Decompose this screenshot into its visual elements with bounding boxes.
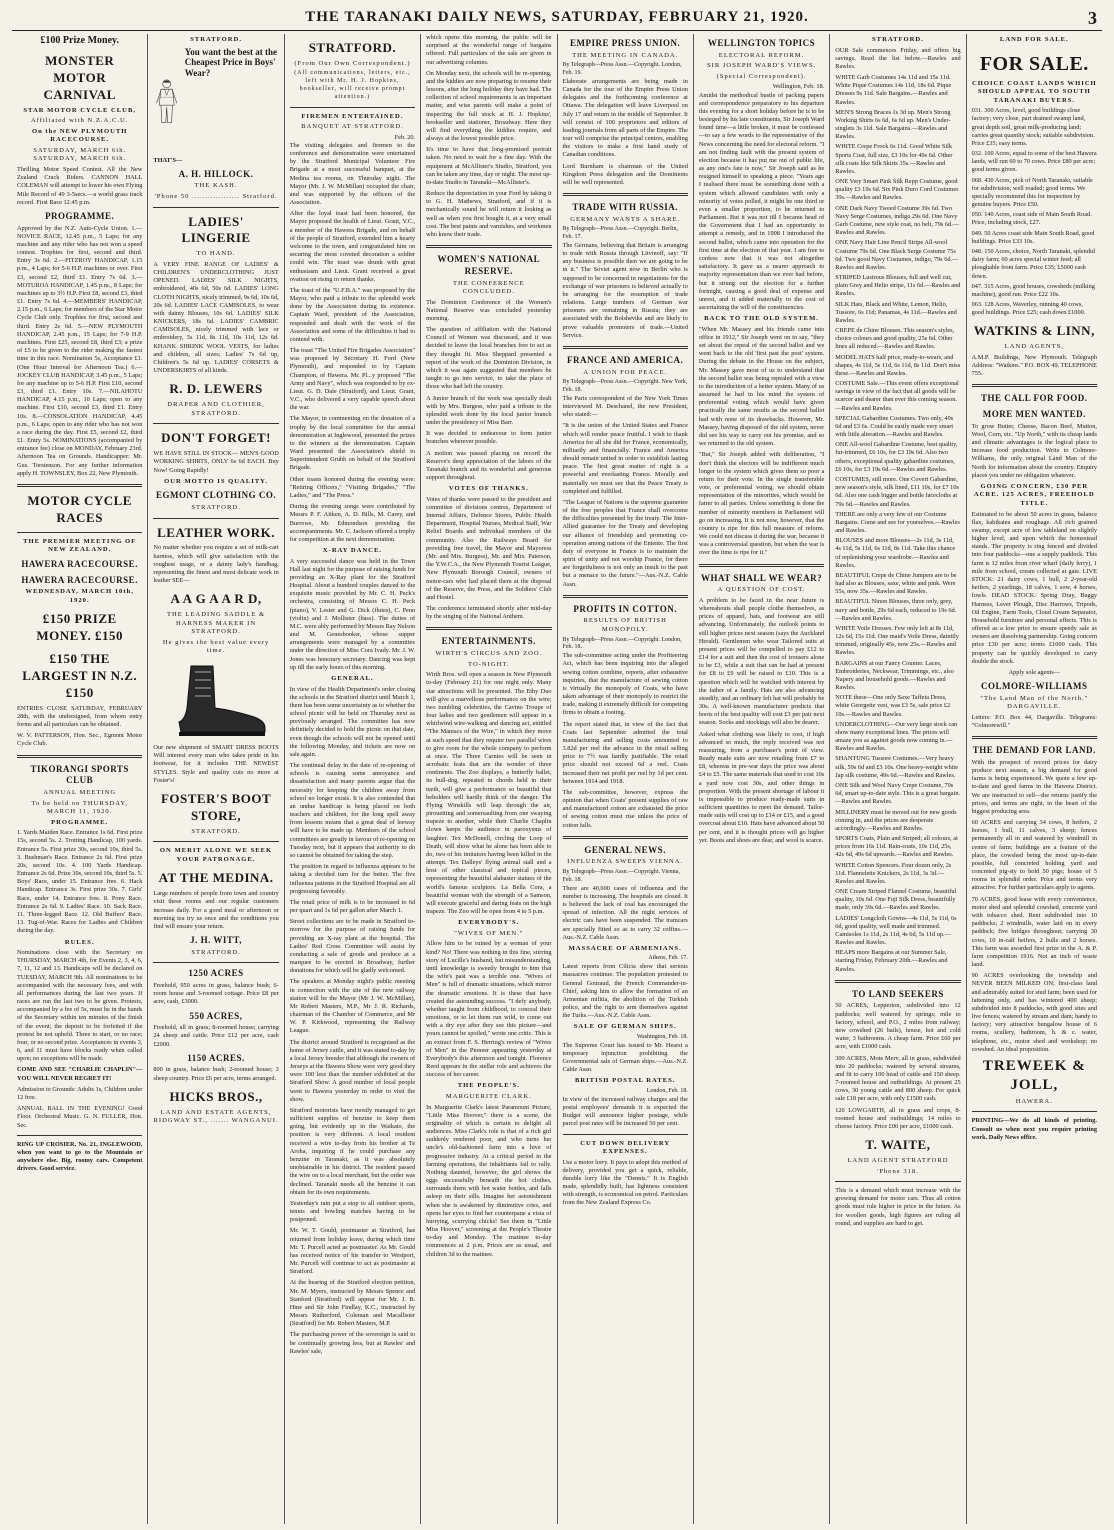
para: The report stated that, in view of the fact that Coats last September admitted the total manufacturing and selling costs amounted to 3.82d per reel the advance in the retail selling price to 7½ was hardly justifiable. The retail price should not exceed 6d a reel. Coats increased their net profit per reel by 1d per cent. between 1914 and 1918. [562, 720, 688, 785]
para: The continual delay in the date of re-opening of schools is causing some annoyance and dissatisfaction and many parents argue that the necessity for keeping the children away from school no longer exists. It is also contended that an undue handicap is being placed on both teachers and children, for the long spell away from lessons means that a great deal of leeway will have to be made up. Members of the school committees are greatly in favour of re-opening on Tuesday next, but it appears that authority to do so cannot be obtained for taking the step. [289, 762, 416, 859]
para: A motion was passed placing on record the Reserve's deep appreciation of the labors of the Taranaki branch and its wonderful and generous support throughout. [426, 449, 552, 482]
sale-item: SPECIAL Gabardine Costumes. Two only, 49s 6d and £3 6s. Could be easily made very smart with little alteration.—Rawles and Rawles. [835, 414, 954, 439]
para: The speakers at Monday night's public meeting in connection with the site of the new railway station will be the Mayor (Mr J. W. McMillan), Mr Robert Masters, M.P., Mr J. R. Richards, chairman of the Chamber of Commerce, and Mr W. P. Kirkwood, representing the Railway League. [289, 978, 416, 1035]
watkins-name: WATKINS & LINN, [973, 323, 1095, 339]
para: Wirth Bros. will open a season in New Plymouth to-day (February 21) for one night only. Many star attractions will be presented. The Ethy Duo will give a marvellous performance on the wire; two tumbling celebrities, the Cavino Troupe of four ladies and two gentlemen will appear in a whirlwind wire-walking and dancing act, entitled "The Maniacs of the Wire," in which they move at such speed that they require two parallel wires to give room for the whole company to perform at once. The Three Carnies will be seen in acrobatic feats that are the wonder of three continents. The Zoo displays, a butterfly ballet, its bull-dog, repeated in chords held in their teeth, will give a performance so beautiful that beholders will hardly think of the danger. The Flying Winskills will leap through the air, pirouetting and somersaulting from one swaying trapeze to another, while their Charlie Chaplin clown keeps the audience in paroxysms of laughter. Tex McDonell, circling the Loop of Death, will show what he alone has been able to do, two of his imitators having been killed in the attempt. Tex Dalleys' flying animal stall and a host of other classical and topical pieces, representing the beautiful alabaster statues of the world's famous sculptors. La Bella Cora, a beautiful woman with the strength of a Samson, will execute graceful and daring feats on the high trapeze. The Zoo will be open from 4 to 5 p.m. [426, 671, 552, 916]
land-listings [972, 107, 1097, 317]
para: The toast of the "U.F.B.A." was proposed by the Mayor, who paid a tribute to the splendid work done by the Association during its existence. Captain Ward, president of the Association, responded and dealt with the work of the Association and some of the difficulties it had to contend with. [289, 286, 416, 343]
sale-item: THERE are only a very few of our Costume Bargains. Come and see for yourselves.—Rawles and Rawles. [835, 510, 960, 535]
watkins-sub: LAND AGENTS, [1004, 343, 1064, 351]
lingerie-head: LADIES' LINGERIE [181, 213, 251, 246]
medina-head: AT THE MEDINA. [158, 870, 274, 886]
listing-60: 60 ACRES and carrying 34 cows, 8 heifers, 2 horses, 1 bull, 11 calves, 3 sheep; fences permanently all in and watered by windmill in centre of farm; buildings are a feature of the place, the cowshed being the most up-to-date possible, full concreted holding yard and concreted pig-sty to hold 50 pigs; house of 5 rooms in splendid order. Price and terms very attractive. For further particulars apply to agents. [971, 819, 1097, 892]
sale-item: MEN'S Strong Braces 1s 3d up. Men's Strong Working Shirts 6s 6d, 6s 6d up. Men's Under-singlets 3s 11d. Sale Bargains.—Rawles and Rawles. [835, 108, 951, 141]
lewers-sub: DRAPER AND CLOTHIER, STRATFORD. [167, 401, 265, 417]
wnr-sub: THE CONFERENCE CONCLUDED. [452, 279, 525, 296]
column-5 [558, 34, 694, 1524]
para: A problem to be faced in the near future is whereabouts shall people clothe themselves, as prices of apparel, hats, and footwear are still advancing. Unfortunately, the outlook points to still higher prices next season (says the Auckland Herald). Gentlemen who wear Tailored suits at present prices will be compelled to pay £12 to £14 for a suit and then the cost of trousers alone to be £3, while a suit that can be had at present for £8 to £9 will be raised to £10. This is a question which will be watched with interest by the father of a family. Hats are also advancing steadily, and an ordinary felt hat will probably be 30s. A well-known manufacturer predicts that boots of the best quality will cost £3 per pair next season. Socks and stockings will also be dearer. [698, 596, 825, 727]
waite-sub: LAND AGENT STRATFORD [847, 1156, 949, 1164]
sale-item: LADIES' Longcloth Gowns—4s 11d, 5s 11d, 6s 6d, good quality, well made and trimmed. Camisoles 1s 11d, 2s 11d, 4s 6d, 5s 11d up.—Rawles and Rawles. [835, 914, 957, 947]
demand-text: With the prospect of record prices for dairy produce next season, a big demand for good farms is being experienced. We quote a few up-to-date and good farms in the Hawera District. We are instructed to sell—the returns justify the prices, and terms are right, in the heart of the biggest producing area. [971, 758, 1097, 815]
para: Other toasts honored during the evening were: "Retiring Officers," "Visiting Brigades," "The Ladies," and "The Press." [289, 475, 416, 499]
admission: Admission to Grounds: Adults 1s, Children under 12 free. [17, 1085, 143, 1101]
para: Lord Burnham is chairman of the United Kingdom Press delegation and the Dominions will be well represented. [562, 162, 688, 186]
para: "The League of Nations is the supreme guarantee of the free peoples that France shall overcome the difficulties presented by the treaty. The Inter-Allied guarantee for the Treaty and developing our alliance of friendship and promoting co-operation among nations of the Entente. The first duty of everyone in France is to maintain the spirit of unity and not worship France, for there are forgetfulness is not only an insult to the past but a menace to the future."—Aus.-N.Z. Cable Assn. [562, 498, 688, 588]
para: The Supreme Court has issued to Mr. Hearst a temporary injunction prohibiting the Governmental sale of German ships.—Aus.-N.Z. Cable Assn. [562, 1041, 688, 1074]
sub-head: THE MEETING IN CANADA. [572, 51, 679, 59]
byline: London, Feb. 18. [646, 1088, 688, 1095]
sale-item: MILLINERY must be moved out for new goods coming in, and the prices are desperate accordingly.—Rawles and Rawles. [835, 808, 957, 832]
sub-head: CUT DOWN DELIVERY EXPENSES. [580, 1139, 671, 1156]
colmore-addr: Letters: P.O. Box 44, Dargaville. Telegrams: "Colmorewill." [971, 713, 1097, 730]
sale-item: COSTUME Sale.—This event offers exceptional savings in view of the fact that all goods will be scarcer and dearer than ever this coming season.—Rawles and Rawles. [835, 380, 959, 412]
sale-item: COSTUMES, still more. One Covert Gabardine, new season's style, silk lined, £11 10s, for £7 10s 6d. Also one cash bigger and bottle facecloths at 79s 6d.—Rawles and Rawles. [835, 475, 959, 508]
aagaard-sub: THE LEADING SADDLE & HARNESS MAKER IN STRATFORD. [166, 611, 266, 636]
para: The sub-committee, however, express the opinion that when Coats' present supplies of raw and manufactured cotton are exhausted the price of sewing cotton must rise unless the price of cotton falls. [562, 788, 688, 829]
france-head: FRANCE AND AMERICA. [567, 354, 684, 365]
sale-item: WHITE Cotton Spencers. Four dozen only, 2s 11d. Flannelette Knickers, 2s 11d, 3s 3d.—Rawles and Rawles. [835, 861, 952, 885]
column-3 [285, 34, 421, 1524]
para: Asked what clothing was likely to cost, if high advanced so much, the reply received was not reassuring, from a purchaser's point of view. Ready made suits are now retailing from £7 to £8, whereas in pre-war days the price was about £4 to £5. The same materials that used to cost 10s a yard now cost 30s, and other things in proportion. With the present shortage of labour it is impossible to produce ready-made suits in sufficient quantities to meet the demand. Tailor-made suits will cost up to £14 or £15, and a good overcoat about £10. Hats have advanced about 50 per cent, and it is thought prices will go higher yet. Boots and shoes are dear, and wool is scarce. [698, 730, 825, 844]
land-listing: 048. 150 Acres, choice, North Taranaki, splendid dairy farm; 60 acres special winter feed; all ploughable from farm. Price £35; £5000 cash down. [971, 248, 1095, 280]
byline: By Telegraph—Press Assn.—Copyright. London, Feb. 19. [562, 62, 682, 77]
listing-300: 300 ACRES, Mote Merv, all in grass, subdivided into 20 paddocks; watered by several streams, and fit to carry 100 head of cattle and 150 sheep. 7-roomed house and outbuildings. At present 25 cows, 30 young cattle and 800 sheep. For quick sale £18 per acre, with only £1500 cash. [835, 1054, 961, 1103]
land-listing: 032. 100 Acres, equal to some of the best Hawera lands, will run 60 to 70 cows. Price £80 per acre; good terms given. [971, 150, 1097, 174]
para: Latest reports from Cilicia show that serious massacres continue. The population protested to General Gouraud, the French Commander-in-Chief, asking him to allow the formation of an Armenian militia, the abolition of the Turkish police, and the right to arm themselves against the Turks.—Aus.-N.Z. Cable Assn. [562, 963, 688, 1020]
choice-coast: CHOICE COAST LANDS WHICH SHOULD APPEAL TO SOUTH TARANAKI BUYERS. [971, 79, 1097, 104]
byline: By Telegraph—Press Assn.—Copyright. New York, Feb. 18. [562, 379, 688, 394]
closing-para: This is a demand which must increase with the growing demand for motor cars. Thus all cotton goods must rule higher in price in the future. As for woollen goods, high figures are ruling all round, and supplies are hard to get. [835, 1187, 961, 1227]
tonight: TO-NIGHT. [468, 660, 510, 668]
hawera-line-2: HAWERA RACECOURSE. [21, 574, 138, 585]
foster-name: FOSTER'S BOOT STORE, [160, 790, 272, 823]
correspondent-note: (All communications, letters, etc., left with Mr. H. J. Hopkins, bookseller, will receive prompt attention.) [294, 70, 411, 100]
acres-1150-text: 800 in grass, balance bush; 2-roomed house; 3 sheep country. Price £6 per acre, terms arranged. [153, 1066, 279, 1082]
page-number: 3 [1088, 8, 1098, 28]
acres-550-text: Freehold, all in grass; 8-roomed house; carrying 24 sheep and cattle. Price £12 per acre, cash £2000. [153, 1024, 279, 1048]
chaplin-line: COME AND SEE "CHARLIE CHAPLIN"—YOU WILL NEVER REGRET IT! [17, 1066, 143, 1082]
para: In view of the Health Department's order closing the schools in the Stratford district until March 1, there has been some uncertainty as to whether the school picnic will be held on Thursday next as previously arranged. The committee has now definitely decided to hold the picnic on that date, even though the schools will not be opened until the following Monday, and tickets are now on sale again. [289, 685, 416, 758]
divider [17, 532, 142, 533]
land-listing: 050. 140 Acres, coast side of Main South Road. Price, including stock, £27. [971, 211, 1092, 227]
waite-name: T. WAITE, [865, 1137, 931, 1153]
entries-close: ENTRIES CLOSE SATURDAY, FEBRUARY 28th, with the undersigned, from whom entry forms and all particulars can be obtained. [17, 704, 143, 729]
going-concern-text: Estimated to be about 50 acres in grass, balance flax, kahikatea and roughage. All rich grained swamp, except acre of low tableland on slightly higher level, and upon which the homestead stands. The property is ring fenced and divided into four paddocks—one a supply paddock. This farm is 12 miles from river wharf (daily ferry), 1 mile from school, cream collected at gate. LIVE STOCK: 21 dairy cows, 1 bull, 2 2-year-old heifers, 2 yearlings, 18 calves, 1 sow, 4 horses, fowls. DEAD STOCK: Spring Dray, Buggy Harness, Lever Plough, Disc Harrows, Tripods, Oil Engine, Farm Tools, Cloud Cream Separator, Household furniture and personal effects. This is offered as a low price to ensure speedy sale as owners are dissolving partnership. Going concern price £30 per acre; terms £1000 cash. This property can be quickly developed to carry double the stock. [971, 510, 1097, 665]
para: Use a motor lorry. It pays to adopt this method of delivery, provided you get a quick, reliable, durable lorry like the "Dennis." It is English made, splendidly built, has lightness consistent with strength, is economical on petrol. Particulars from the New Zealand Express Co. [562, 1158, 688, 1207]
boy-figure-illustration [153, 47, 180, 157]
dateline: Wellington, Feb. 18. [772, 83, 825, 91]
mc-races-head: MOTOR CYCLE RACES [27, 492, 132, 525]
stratford-label: STRATFORD. [872, 36, 924, 43]
sale-item: BARGAINS at our Fancy Counter. Laces, Embroideries, Neckwear, Trimmings, etc., also Napery and household goods.—Rawles and Rawles. [835, 659, 954, 692]
more-men: MORE MEN WANTED. [982, 409, 1086, 420]
para: The question of affiliation with the National Council of Women was discussed, and it was decided to leave the local branches free to act as they thought fit. Miss Sheppard presented a report of the work of the Dominion Division, in which it was again suggested that members be taught to go into service, to take the place of those who had left the country. [426, 326, 552, 391]
para: There are 40,000 cases of influenza and the number is increasing. The hospitals are closed. It is believed the lack of coal has encouraged the spread of infection. All the night services of electric cars have been suspended. The tramcars are specially fitted so as to carry 32 coffins.—Aus.-N.Z. Cable Assn. [562, 884, 688, 941]
hicks-name: HICKS BROS., [169, 1088, 263, 1104]
votes-head: VOTES OF THANKS. [448, 485, 529, 493]
correspondent: (From Our Own Correspondent.) [294, 59, 411, 67]
sub-head: BRITISH POSTAL RATES. [574, 1077, 676, 1085]
para: The retail price of milk is to be increased to 6d per quart and 1s 6d per gallon after March 1. [289, 898, 416, 915]
sports-programme: PROGRAMME. [51, 818, 109, 826]
divider [153, 962, 278, 963]
dateline: Feb. 20. [394, 133, 416, 141]
lingerie-sub: TO HAND. [196, 250, 236, 258]
leather-text: No matter whether you require a set of milk-cart harness, which will give satisfaction with the roughest usage, or a dainty lady's handbag, representing the finest and most delicate work in leather SEE— [153, 544, 279, 585]
for-sale-head: FOR SALE. [979, 52, 1089, 75]
para: Amidst the methodical bustle of packing papers and correspondence preparatory to his departure this evening for a short holiday before he is to be besieged by his late constituents, Sir Joseph Ward found time—a little broken, it must be confessed—to say a few words to the representative of the News concerning the need for electoral reform. "I am not finding fault with the present system of election because it has put me out of public life, as any one's fate is now," Sir Joseph said as he resigned himself to speaking a piece. "Years ago I realised there must be something done with a system which allowed candidates with only a minority of votes polled, it might be one third or even a smaller proportion, to be returned to Parliament. But it was not till I became head of the Government that I had an opportunity to attempt a remedy, and in 1908 I introduced the second ballot, which came into operation for the first time at the election of that year. I am free to confess now that it was not altogether satisfactory. It gave us a nearer approach to majority representation than we ever had before, but it strung out the election for a further fortnight, causing a good deal of expense and unrest, and it added materially to the cost of ascertaining the will of the constituencies. [698, 91, 825, 312]
masthead [12, 8, 1102, 31]
column-2 [148, 34, 284, 1524]
everybodys-head: EVERYBODY'S. [458, 919, 520, 927]
sale-item: ONE Cream Striped Flannel Costume, beautiful quality, 10s 6d. One Fuji Silk Dress, beautifully made, only 39s 6d.—Rawles and Rawles. [835, 888, 957, 912]
dates: SATURDAY, MARCH 6th. SATURDAY, MARCH 6th. [33, 146, 127, 163]
para: Stratford motorists have mostly managed to get sufficient supplies of benzine to keep them going, but evidently up in the Waikato, the position is very different. A local resident received a wire to-day from his brother at Te Aroha, inquiring if he could purchase any benzine in Taranaki, as it was absolutely unobtainable in his district. The resident passed the wire on to a local merchant, but the order was declined. Taranaki needs all the benzine it can obtain for its own requirements. [289, 1106, 416, 1196]
sale-item: UNDERCLOTHING—Our very large stock can show many exceptional lines. The prices will amaze you as against goods now coming in.—Rawles and Rawles. [835, 720, 958, 753]
sub-head: RESULTS OF BRITISH MONOPOLY. [583, 617, 667, 634]
programme-head: PROGRAMME. [45, 210, 115, 221]
clark-head: MARGUERITE CLARK. [445, 1092, 532, 1100]
para: "When Mr. Massey and his friends came into office in 1912," Sir Joseph went on to say, "they set about the repeal of the second ballot and we went back to the old 'first past the post' system. During the debate in the House on the subject, Mr. Massey gave most of us to understand that the second ballot was being repealed with a view to the introduction of a better system. Many of us assumed he had in his mind the system of preferential voting which would have given practically the same results as the second ballot had with none of its drawbacks. However, Mr. Massey, having disposed of the old system, never did see his way to carry out his promise, and so we returned to the old system. [698, 325, 825, 448]
sale-item: BEAUTIFUL Crepe de Chine Jumpers are to be had also as Blouses, saxe, white and pink. Were 55s, now 35s.—Rawles and Rawles. [835, 571, 957, 596]
listing-90: 90 ACRES overlooking the township and NEVER BEEN MILKED ON; first-class land and admirably suited for stud farm; been used for fattening only, and has wintered 400 sheep; subdivided into 8 paddocks, with good sites and live fences; watered by stream and dam; handy to factory; very attractive bungalow house of 6 rooms, scullery, bathroom, h. & c. water, telephone, etc., motor shed and workshop; no cowshed. An ideal proposition. [971, 972, 1097, 1053]
sub-head: MASSACRE OF ARMENIANS. [568, 944, 682, 952]
land-listing: 049. 50 Acres coast side Main South Road, good buildings. Price £33 10s. [971, 229, 1095, 245]
sale-item: CREPE de Chine Blouses. This season's styles, choice colours and good quality, 25s 6d. Other lines all reduced.—Rawles and Rawles. [835, 327, 955, 351]
sale-item: SILK Hats, Black and White, Lemon, Helio, Tussore, 6s 11d; Panamas, 4s 11d.—Rawles and Rawles. [835, 300, 957, 324]
para: The purchasing power of the sovereign is said to be continually growing less, but at Rawles' and Rawles' sale, [289, 1331, 416, 1355]
treweek-sub: HAWERA. [1015, 1097, 1053, 1105]
divider [17, 1135, 142, 1136]
carnival-title: MONSTER MOTOR CARNIVAL [43, 53, 116, 102]
banquet-head: BANQUET AT STRATFORD. [301, 123, 404, 131]
listing-120: 120 LOWGARTH, all in grass and crops, 8-roomed house and outbuildings; 14 miles to cheese factory. Price £00 per acre, £1000 cash. [835, 1106, 961, 1130]
sale-item: HEAPS more Bargains at our Summer Sale, starting Friday, February 20th.—Rawles and Rawles. [835, 949, 948, 973]
divider [563, 346, 688, 349]
divider [426, 627, 551, 630]
column-7 [830, 34, 966, 1524]
prize-money: £100 Prize Money. [40, 35, 119, 46]
boot-icon [161, 660, 271, 740]
special-correspondent: (Special Correspondent). [716, 72, 807, 80]
sale-item: SHANTUNG Tussore Costumes.—Very heavy silk, 59s 6d and £3 10s. One heavy-weight white Jap silk costume, 49s 6d.—Rawles and Rawles. [835, 755, 959, 779]
sports-text: 1. Yards Maiden Race. Entrance 1s 6d. First prize 15s, second 5s. 2. Trotting Handicap, 100 yards. Entrance 5s. First prize 30s, second 10s, third 5s. 3. Bushman's Race. Entrance 2s 6d. First prize 20s, second 10s. 4. 100 Yards Handicap. Entrance 2s 6d. Prize 30s, second 10s, third 5s. 5. Boys' Race, under 15. Entrance free. 6. Hack Handicap. Entrance 3s. First prize 30s. 7. Girls' Race, under 14. Entrance free. 8. Pony Race. Entrance 2s 6d. 9. Ladies' Race. 10. Sack Race. 11. Three-legged Race. 12. Old Buffers' Race. 13. Tug-of-War. Races for Ladies and Children during the day. [17, 829, 143, 935]
byline: Athens, Feb. 17. [648, 955, 688, 962]
byline: By Telegraph—Press Assn.—Copyright. Vienna, Feb. 18. [562, 869, 680, 883]
para: The Germans, believing that Britain is arranging to trade with Russia through Litvinoff, say: "If any business is possible then we are going to be in it." The Soviet agent now in Berlin who is supposed to be concerned in negotiations for the exchange of war prisoners is believed actually to be arranging for the resumption of trade relations. Large numbers of German war prisoners are remaining in Russia; they are associated with the Bolsheviks and are likely to prove valuable promoters of trade.—United Service. [562, 241, 688, 339]
prize-150: £150 PRIZE MONEY. £150 [36, 611, 123, 644]
press-union-head: EMPIRE PRESS UNION. [570, 38, 681, 48]
wirth-head: WIRTH'S CIRCUS AND ZOO. [435, 650, 543, 658]
para: "It is the union of the United States and France which will render peace fruitful. I wish to thank America for all she did for France, economically, militarily and financially. France and America should remain united in order to establish lasting peace. The first great matter of right is a powerful and everlasting France. Morally and materially we must see that the Peace Treaty is completed and fulfilled. [562, 422, 688, 495]
acres-550: 550 ACRES, [189, 1010, 243, 1021]
para: The sub-committee acting under the Profiteering Act, which has been inquiring into the alleged sewing cotton combine, reports, after exhaustive inquiries, that the manufacture of sewing cotton is virtually the monopoly of Coats, who have taken advantage of their monopoly to restrict the trade, making it extremely difficult for competing firms to obtain a footing. [562, 652, 688, 717]
divider [972, 736, 1097, 739]
sub-head: BACK TO THE OLD SYSTEM. [704, 315, 819, 323]
colmore-sub: "The Land Man of the North." DARGAVILLE. [980, 694, 1089, 711]
firemen-head: FIREMEN ENTERTAINED. [301, 112, 404, 120]
carnival-text: Thrilling Motor Speed Contest. All the New Zealand Crack Riders. CANNON HALL COLEMAN will attempt to lower his own Flying Mile Record of 49 3-5secs.—a world grass track record. First Race 12.45 p.m. [17, 166, 143, 206]
para: It's time to have that long-promised portrait taken. No need to wait for a fine day. With the equipment at McAllister's Studio, Stratford, you can be taken any time, day or night. The most up-to-date Studio in Taranaki—McAllister's. [426, 146, 552, 186]
sub-head: INFLUENZA SWEEPS VIENNA. [567, 858, 684, 866]
apply-label: Apply sole agents— [1008, 668, 1061, 676]
sale-item: MODEL HATS half price, ready-to-wears, and shapes, 4s 11d, 5s 11d, 6s 11d, 8s 11d. Don't miss these.—Rawles and Rawles. [835, 353, 961, 377]
wives-head: "WIVES OF MEN." [454, 929, 524, 937]
byline: Washington, Feb. 18. [636, 1033, 688, 1040]
stratford-head: STRATFORD. [308, 40, 397, 55]
wnr-head: WOMEN'S NATIONAL RESERVE. [437, 254, 541, 276]
para: Votes of thanks were passed to the president and committee of divisions centres, Department of Internal Affairs, Defence Stores, Public Health Department, Hospital Nurses, Medical Staff, War Relief Boards and individual members of the community. Also the Railways Board for providing free travel, the Mayor and Mayoress (Mr. and Mrs. Burgess), Mr. and Mrs. Paterson, the Y.W.C.A., the New Plymouth Tourist League, New Plymouth Borough Council, owners of motor-cars who had placed them at the disposal of the Reserve, the Press, and the Soldiers' Club and Hostel. [426, 495, 552, 601]
boys-wear-ad [153, 47, 278, 157]
para: Reduce the depreciation in your Ford by taking it to G. H. Mathews, Stratford, and if it is mechanically sound he will return it looking as well as when you first bought it, at a very small cost. The best paints and varnishes, and workmen who know their trade. [426, 190, 552, 238]
divider [972, 384, 1097, 387]
para: It was decided to endeavour to form junior branches wherever possible. [426, 430, 552, 446]
para: which opens this morning, the public will be surprised at the wonderful range of bargains offered. Full particulars of the sale are given in our advertising columns. [426, 34, 552, 66]
sports-club-head: TIKORANGI SPORTS CLUB [30, 763, 129, 786]
secretary: W. V. PATTERSON, Hon. Sec., Egmont Motor Cycle Club. [17, 732, 143, 748]
dont-forget-text: WE HAVE STILL IN STOCK— MEN'S GOOD WORKING SHIRTS, ONLY 6s 6d EACH. Buy Now! Going Rapidly! [153, 450, 279, 474]
waite-phone: 'Phone 318. [877, 1167, 919, 1175]
columns [12, 34, 1102, 1524]
witt-sub: STRATFORD. [191, 948, 241, 956]
egmont-sub: STRATFORD. [191, 503, 241, 511]
russia-head: TRADE WITH RUSSIA. [572, 202, 678, 213]
stratford-label: STRATFORD. [190, 36, 242, 43]
programme-text: Approved by the N.Z. Auto-Cycle Union. 1.—NOVICE RACE, 12.45 p.m., 5 Laps; for any machine and any rider who has not won a speed contest. Trophies for first, second and third. Entry 3s 6d. 2.—FITZROY HANDICAP, 1.15 p.m., 4 Laps; for 5-6 H.P. machines or over. First £3, second £2, third £1. Entry 7s 6d. 3.—MOTUROA HANDICAP, 1.45 p.m., 8 Laps; for machines up to 3½ H.P. First £8, second £3, third £1. Entry 7s 6d. 4.—MEMBERS' HANDICAP, 2.15 p.m., 6 Laps; for members of the Star Motor Cycle Club only. Trophies for first, second and third. Entry 2s 6d. 5.—NEW PLYMOUTH HANDICAP, 2.45 p.m., 15 Laps; for 7-9 H.P. machines. First £25, second £8, third £3; a prize of £5 to be given to the rider making the fastest time in this race. Nomination 5s, Acceptance £1. (One Hour Interval for Afternoon Tea.) 6.—JOCKEY CLUB HANDICAP, 3.45 p.m., 5 Laps; for any machine up to 5-6 H.P. First £10, second £3, third £1. Entry 10s. 7.—NILAHOTU HANDICAP, 4.15 p.m., 10 Laps; open to any machine. First £10, second £3, third £1. Entry 10s. 8.—CONSOLATION HANDICAP, 4.45 p.m., 6 Laps; open to any rider who has not won a race during the day. First £5, second £2, third £1. Entry 5s. NOMINATIONS (accompanied by entrance fee) close on MONDAY, February 23rd. Afternoon Tea on Grounds. Handicapper: Mr. Gus. Torstenson. For any further information apply H. TOWNSLEY, Box 22, New Plymouth. [17, 224, 143, 477]
affiliation: Affiliated with N.Z.A.C.U. [30, 117, 129, 125]
sale-item: WHITE Garb Costumes 14s 11d and 15s 11d. White Pique Costumes 14s 11d, 18s 6d. Pique Dresses 9s 11d. Sale Bargains.—Rawles and Rawles. [835, 74, 952, 106]
peoples-head: THE PEOPLE'S. [457, 1082, 520, 1090]
byline: By Telegraph—Press Assn.—Copyright. London, Feb. 18. [562, 636, 682, 651]
medina-intro: ON MERIT ALONE WE SEEK YOUR PATRONAGE. [159, 847, 273, 863]
para: Mr. W. T. Gould, postmaster at Stratford, has returned from holiday leave, during which time Mr. T. Purcell acted as postmaster. As Mr. Gould has received notice of his transfer to Westport, Mr. Purcell will continue to act as postmaster at Stratford. [289, 1227, 416, 1276]
treweek-name: TREWEEK & JOLL, [982, 1057, 1086, 1094]
sale-item: ONE Very Smart Pink Silk Repp Costume, good quality £3 19s 6d. Six Pink Duro Cord Costumes 39s.—Rawles and Rawles. [835, 178, 959, 202]
rules-head: RULES. [64, 938, 95, 946]
listing-70: 70 ACRES, good lease with every convenience, motor shed and splendid cowshed, concrete yard with tobacco shed. Rent subdivided into 10 paddocks; 2 windmills, water laid on in every paddock; five bridges throughout; carrying 30 cows, 10 in-calf heifers, 2 bulls and 2 horses. This farm was awarded first prize in the A. & P. farm competition 1916. Not an inch of waste land. [971, 895, 1097, 969]
column-6 [694, 34, 830, 1524]
sub-head: A QUESTION OF COST. [717, 586, 806, 594]
divider [563, 595, 688, 598]
acres-1250-text: Freehold, 950 acres in grass, balance bush; 6-room house and 3-roomed cottage. Price £8 per acre, cash, £3000. [153, 982, 279, 1006]
rawles-items [835, 74, 960, 974]
sale-item: NOTE these—One only Saxe Taffeta Dress, white Georgette vest, was £3 5s, sale price £2 10s.—Rawles and Rawles. [835, 694, 951, 718]
ent-head: ENTERTAINMENTS. [441, 636, 536, 647]
sale-item: STRIPED Lustrous Blouses, full and well cut, plain Grey and Helio stripe, 11s 6d.—Rawles and Rawles. [835, 274, 961, 298]
demand-head: THE DEMAND FOR LAND. [972, 745, 1096, 756]
para: At the hearing of the Stratford election petition, Mr. M. Myers, instructed by Messrs Spence and Stanford (Stratford) will appear for Mr. J. B. Hine and Sir John Findlay, K.C., instructed by Messrs Rutherford, Coleman and Macallister (Stratford) for Mr. Robert Masters, M.P. [289, 1279, 416, 1328]
para: In Marguerite Clark's latest Paramount Picture, "Little Miss Hoover," there is a scene, the originality of which is certain to delight all audiences. Miss Clark's role is that of a rich girl suddenly rendered poor, and who turns her uncle's old-fashioned farm into a hive of progressive industry. At a critical period in the farming operations, the inhabitants fail to rally. Nothing daunted, however, the girl shows the eggs successfully beneath the hot clothes, surrounds them with hot water bottles, and falls asleep on their sills. Imagine her astonishment when she is awakened by diminutive cries, and opens her eyes to find her counterpane a vista of hurrying, scurrying chicks! See them in "Little Miss Hoover," screening at the People's Theatre to-day and Monday. The matinee to-day commences at 2 p.m. Prices are as usual, and children 3d to the matinee. [426, 1103, 552, 1258]
land-listing: 047. 315 Acres, good houses, cowsheds (milking machine), good run. Price £22 10s. [971, 282, 1095, 298]
boot-illustration-wrap [153, 660, 278, 740]
kash-label: THE KASH. [194, 182, 238, 190]
lingerie-text: A VERY FINE RANGE OF LADIES' & CHILDREN'S UNDERCLOTHING JUST OPENED. LADIES' SILK NIGHTS, embroidered, 40s 6d, 50s 6d. LADIES' LONG CLOTH NIGHTS, nicely trimmed, 9s 6d, 10s 6d, 20s 6d. LADIES' LACE CAMISOLES, to wear with dainty Blouses, 10s 6d. LADIES' SILK KNICKERS, 18s 6d. LADIES' CAMBRIC CAMISOLES, nicely trimmed with lace or embroidery, 5s 11d, 8s 11d, 10s 11d, 12s 6d. KHANK SHRINK WOOL VESTS, for ladies and children, all sizes; Ladies' 7s 6d up, Children's 5s 6d up. LADIES' CORSETS & UNDERSKIRTS of all kinds. [153, 260, 279, 375]
lewers-name: R. D. LEWERS [169, 381, 263, 397]
para: Street collections are to be made in Stratford to-morrow for the purpose of raising funds for providing an X-ray plant at the hospital. The Ladies' Red Cross Committee will assist by conducting a sale of goods and produce at a marquee to be erected in Broadway, further donations for which will be gladly welcomed. [289, 918, 416, 975]
para: During the evening songs were contributed by Messrs P. F. Aitken, A. D. Bills, M. Carey, and Burrows, Mr. Edmondson providing the accompaniments. Mr. C. Jackson offered a trophy for competition at the next demonstration. [289, 503, 416, 543]
call-for-food: THE CALL FOR FOOD. [981, 393, 1088, 404]
sub-head: A UNION FOR PEACE. [583, 368, 668, 376]
masthead-title: THE TARANAKI DAILY NEWS, SATURDAY, FEBRUARY 21, 1920. [305, 9, 809, 25]
annual-meeting: ANNUAL MEETING [43, 789, 117, 797]
para: The visiting delegates and firemen to the conference and demonstration were entertained by the Stratford Municipal Volunteer Fire Brigade at a most successful banquet, at the Medina tea rooms, on Thursday night. The Mayor (Mr. J. W. McMillan) occupied the chair, and was supported by the officers of the Association. [289, 141, 416, 207]
annual-ball: ANNUAL BALL IN THE EVENING! Good Floor. Orchestral Music. G. N. FULLER, Hon. Sec. [17, 1105, 143, 1129]
para: In view of the increased railway charges and the postal employees' demands it is expected the Budget will announce higher postage, while parcel post rates will be increased 50 per cent. [562, 1095, 688, 1128]
divider [426, 245, 551, 248]
sale-intro: OUR Sale commences Friday, and offers big savings. Read the list below.—Rawles and Rawles. [835, 46, 961, 70]
sale-item: WHITE Voile Dresses. Few only left at 8s 11d, 12s 6d, 15s 11d. One maid's Voile Dress, daintily trimmed, originally 45s, now 25s.—Rawles and Rawles. [835, 624, 959, 657]
divider [563, 836, 688, 839]
sale-item: ONE Navy Hair Line Pencil Stripe All-wool Costume 79s 6d. One Black Serge Costume 75s 6d. Two good Navy Costumes, indigo, 79s 6d.—Rawles and Rawles. [835, 239, 959, 271]
general-news-head: GENERAL NEWS. [584, 844, 666, 855]
watkins-addr: A.M.P. Buildings, New Plymouth. Telegraph Address: "Watkins." P.O. BOX 49. TELEPHONE 755. [971, 353, 1098, 378]
sub-head: ELECTORAL REFORM. [718, 51, 805, 59]
call-text: To grow Butter, Cheese, Bacon Beef, Mutton, Wool, Corn, etc. "Up North," with its cheap lands and climatic advantages is the logical place to increase food production. Write to Colmore-Williams, the only original Land Man of the North for information about the country. Enquiry places you under no obligation whatever. [971, 422, 1097, 479]
byline: By Telegraph—Press Assn.—Copyright. Berlin, Feb. 17. [562, 226, 678, 241]
para: A very successful dance was held in the Town Hall last night for the purpose of raising funds for providing an X-Ray plant for the Stratford Hospital. About a hundred couples danced to the exquisite music provided by Mr. C. H. Peck's orchestra, consisting of Messrs C. H. Peck (piano), V. Lester and G. Dick (flutes), C. Penn (violin) and J. Mollister (bass). The duties of M.C. were ably performed by Messrs Ray Nelson and M. Genesbooker, whose supper arrangements were managed by a committee under the direction of Miss Cora Ivady. Mr. J. W. Jones was honorary secretary. Dancing was kept up till the early hours of this morning. [289, 557, 416, 671]
column-4 [421, 34, 557, 1524]
divider [153, 841, 278, 842]
colmore-name: COLMORE-WILLIAMS [981, 681, 1088, 692]
dont-forget-head: DON'T FORGET! [161, 430, 272, 446]
going-concern: GOING CONCERN, £30 PER ACRE. 125 ACRES, FREEHOLD TITLE. [973, 482, 1095, 508]
divider [290, 107, 415, 108]
foster-sub: STRATFORD. [191, 827, 241, 835]
column-1 [12, 34, 148, 1524]
hawera-date: WEDNESDAY, MARCH 10th, 1920. [25, 588, 134, 604]
club-name: STAR MOTOR CYCLE CLUB, [23, 106, 136, 114]
acres-1250: 1250 ACRES [188, 968, 244, 979]
sale-item: BEAUTIFUL Ninon Blouses, three only, grey, navy and bottle, 29s 6d each, reduced to 19s 6d.—Rawles and Rawles. [835, 598, 957, 622]
cotton-head: PROFITS IN COTTON. [573, 603, 677, 614]
leather-head: LEATHER WORK. [157, 524, 276, 540]
para: A Junior branch of the work was specially dealt with by Mrs. Burgess, who paid a tribute to the splendid work done by the local junior branch under the presidency of Miss Barr. [426, 394, 552, 427]
sale-item: BLOUSES and more Blouses—2s 11d, 3s 11d, 4s 11d, 5s 11d, 6s 11d, 8s 11d. Take this chance of replenishing your wardrobe.—Rawles and Rawles. [835, 537, 956, 569]
hawera-line-1: HAWERA RACECOURSE. [21, 558, 138, 569]
para: Elaborate arrangements are being made in Canada for the tour of the Empire Press Union delegates and the forthcoming conference at Ottawa. The delegation will leave Liverpool on July 17 and return in the middle of September. It will consist of 100 proprietors and editors of leading journals from all parts of the Empire. The tour will comprise the principal centres, enabling the visitors to make a first hand study of Canadian conditions. [562, 77, 688, 159]
sub-head: SIR JOSEPH WARD'S VIEWS. [706, 62, 817, 70]
thats-label: THAT'S— [153, 156, 183, 164]
xray-head: X-RAY DANCE. [322, 547, 382, 555]
sale-item: WHITE Crepe Frock 6s 11d. Good White Silk Sports Coat, full size, £3 10s for 49s 6d. Other silk coats like Silk Skirts 35s.—Rawles and Rawles. [835, 143, 953, 175]
witt-name: J. H. WITT, [190, 935, 243, 946]
listing-50: 50 ACRES, Lepperton, subdivided into 12 paddocks; well watered by springs; mile to factory, school, and P.O., 2 miles from railway; new cowshed (26 bails), house, hot and cold water, 3 bathrooms. A cheap farm. Price £60 per acre, with £1000 cash. [835, 1002, 961, 1051]
largest-nz: £150 THE LARGEST IN N.Z. £150 [22, 651, 138, 700]
divider [835, 980, 960, 983]
para: The toast "The United Fire Brigades Association" was proposed by Secretary H. Ford (New Plymouth), and responded to by Captain Champion, of Hawera. Mr. Pl...y proposed "The Army and Navy", which was responded to by ex-Lieut. G. D. Dale (Stratford), and Lieut. Grant, V.C., who delivered a very capable speech about the war. [289, 347, 416, 412]
hillock-phone: 'Phone 50 .................. Stratford. [154, 192, 278, 200]
divider [835, 1181, 960, 1182]
hicks-sub: LAND AND ESTATE AGENTS, RIDGWAY ST., ....... WANGANUI. [153, 1108, 279, 1125]
venue: On the NEW PLYMOUTH RACECOURSE. [31, 127, 128, 144]
motto: OUR MOTTO IS QUALITY. [164, 477, 268, 485]
para: The position in regard to influenza appears to be taking a decided turn for the better. The five influenza patients in the Stratford Hospital are all progressing favorably. [289, 863, 416, 895]
para: Yesterday's rain put a stop to all outdoor sports, tennis and bowling matches having to be postponed. [289, 1199, 416, 1224]
what-wear-head: WHAT SHALL WE WEAR? [701, 572, 823, 583]
para: The Mayor, in commenting on the donation of a trophy by the local committee for the annual demonstration at Inglewood, presented the prizes to the winners at the demonstration. Captain Ward presented the Association's shield to Superintendent Gruhh on behalf of the Stratford Brigade. [289, 415, 416, 472]
egmont-clothing: EGMONT CLOTHING CO. [156, 490, 277, 501]
divider [153, 423, 278, 424]
sports-date: To be held on THURSDAY, MARCH 11, 1920. [31, 799, 128, 816]
para: Allow him to be ruined by a woman of your kind? No! There was nothing in this fine, stirring story of Lucille's husband, but misunderstanding, until knowledge is sweetly brought to him that the wife's past was a terrible one. "Wives of Men" is full of dramatic situations, which mirror the dramatic emotions. It is these that have created the astounding success. "I defy anybody, whether taught from childhood, to conceal their emotions, or to let them run wild, to come out with a dry eye after they see this picture—and yours cannot be spoiled," wrote one critic. This is an extract from F. S. Herring's review of "Wives of Men" in the Pioneer appearing yesterday at Everybody's this afternoon and tonight. Florence Reed appears in the stellar role and achieves the success of her career. [426, 940, 552, 1079]
divider [699, 564, 824, 567]
aagaard-name: A A G A A R D, [170, 591, 262, 607]
para: The Dominion Conference of the Women's National Reserve was concluded yesterday morning. [426, 298, 552, 322]
land-listing: 068. 430 Acres, pick of North Taranaki, suitable for subdivision; well roaded; good terms. We specially recommend this for inspection by genuine buyers. Price £50. [971, 176, 1093, 209]
premier-meeting: THE PREMIER MEETING OF NEW ZEALAND. [23, 537, 137, 554]
sale-item: SPORTS Coats, Plain and Striped; all colours, at prices from 16s 11d. Rain-coats, 10s 11d, 25s, 42s 6d, 49s 6d upwards.—Rawles and Rawles. [835, 835, 958, 859]
boots-text: Our new shipment of SMART DRESS BOOTS Will interest every man who takes pride in his footwear, for it includes THE NEWEST STYLES. Style and quality cuts no more at Foster's! [153, 743, 279, 784]
para: The conference terminated shortly after mid-day by the singing of the National Anthem. [426, 605, 552, 621]
medina-text: Large numbers of people from town and country visit these rooms and our regular customers increase daily. For a good meal or afternoon or morning tea try us once and the conditions you find will ensure your return. [153, 890, 279, 930]
printing-ad: PRINTING—We do all kinds of printing. Consult us when next you require printing work. Daily News office. [971, 1117, 1097, 1141]
divider [153, 207, 278, 208]
para: After the loyal toast had been honored, the Mayor proposed the health of Lieut. Grant, V.C., a member of the Hawera Brigade, and on behalf of the people of Stratford, extended him a hearty welcome to the town, and congratulated him on securing the most coveted decoration a soldier could win. The toast was drunk with great enthusiasm and Lieut. Grant received a great ovation on rising to return thanks. [289, 210, 416, 283]
land-listing: 031. 300 Acres, level, good buildings close factory; very close, part drained swamp land, great depth soil, great milk-producing land; carries great quantity stock; suitable subdivision. Price £35; easy terms. [971, 107, 1095, 147]
column-8 [967, 34, 1102, 1524]
hillock-name: A. H. HILLOCK. [178, 168, 254, 179]
para: On Monday next, the schools will be re-opening, and the kiddies are now preparing to resume their lessons, after the long holiday they have had. The collection of school requirements is an important matter, and wise parents will make a point of inspecting the full stock at H. J. Hopkins', bookseller and stationer, Broadway. Here they will find everything the kiddies require, and always at the lowest possible price. [426, 69, 552, 143]
divider [153, 518, 278, 519]
divider [17, 484, 142, 487]
divider [563, 1134, 688, 1135]
boys-wear-text: You want the best at the Cheapest Price in Boys' Wear? [184, 46, 277, 79]
land-seekers-head: TO LAND SEEKERS [852, 988, 944, 999]
sub-head: GERMANY WANTS A SHARE. [570, 215, 681, 223]
sale-item: ONE All-wool Gabardine Costume, best quality, fur-trimmed, £6 10s, for £3 19s 6d. Also two others, exceptional quality gabardine costumes, £6 10s, for £3 19s 6d.—Rawles and Rawles. [835, 441, 958, 473]
sale-item: ONE Silk and Wool Navy Crepe Costume, 79s 6d, smart up-to-date style. This is a great bargain.—Rawles and Rawles. [835, 782, 961, 806]
aagaard-tag: He gives the best value every time. [162, 638, 270, 655]
rules-text: Nominations close with the Secretary on THURSDAY, MARCH 4th, for Events 2, 3, 4, 6, 7, 11, 12 and 13. Handicaps will be declared on TUESDAY, MARCH 9th. All nominations to be accompanied with the necessary fees, and with all performances during the last two years. If races are run the last two to be given. Protests, accompanied by a fee of 5s, must be in the hands of the Secretary within ten minutes of the finish of the event; the deposit to be forfeited if the protest be not upheld. Three to start, or no race; four, or no second prize. Acceptances in events 3, 6, and 11 must have blocks ready when called upon; no exceptions will be made. [17, 949, 143, 1063]
land-listing: 063. 128 Acres, Waverley, running 40 cows, good buildings. Price £25; cash down £1000. [971, 301, 1086, 317]
para: The district around Stratford is recognised as the home of Jersey cattle, and it was stated to-day by a local Jersey breeder that although the owners of Jerseys at the Hawera Show were very good they were 100 less than the number exhibited at the Stratford Show. A good number of local people went to Hawera yesterday in order to visit the show. [289, 1038, 416, 1103]
wellington-topics-head: WELLINGTON TOPICS [707, 38, 816, 48]
acres-1150: 1150 ACRES. [187, 1052, 245, 1063]
general-head: GENERAL. [331, 674, 374, 682]
para: The Paris correspondent of the New York Times interviewed M. Deschanel, the new President, who stated:— [562, 394, 688, 419]
divider [972, 1111, 1097, 1112]
land-for-sale-label: LAND FOR SALE. [999, 36, 1069, 43]
divider [17, 755, 142, 758]
sub-head: SALE OF GERMAN SHIPS. [573, 1023, 677, 1031]
para: "But," Sir Joseph added with deliberation, "I don't think the electors will be indifferent much longer to the system which gives them so poor a return for their vote. In the single transferable vote, or preferential voting, we should obtain representation of the minorities, which would be fairer to all parties. Unless something is done the number of minority members in Parliament will go on increasing. It is not now, however, that the country is ripe for this full measure of reform. We could not discuss it during the war, because it was a controversial question, but when the war is over the time is ripe for it." [698, 451, 825, 557]
sale-item: ONE Dark Navy Tweed Costume 39s 6d. Two Navy Serge Costumes, indigo 29s 6d. One Navy Garb Costume, new style coat, no belt, 79s 6d.—Rawles and Rawles. [835, 204, 960, 237]
divider [563, 193, 688, 196]
crosier-ad: RING UP CROSIER, No. 21, INGLEWOOD, when you want to go to the Mountain or anywhere else. Big, roomy cars. Competent drivers. Good service. [17, 1140, 143, 1173]
